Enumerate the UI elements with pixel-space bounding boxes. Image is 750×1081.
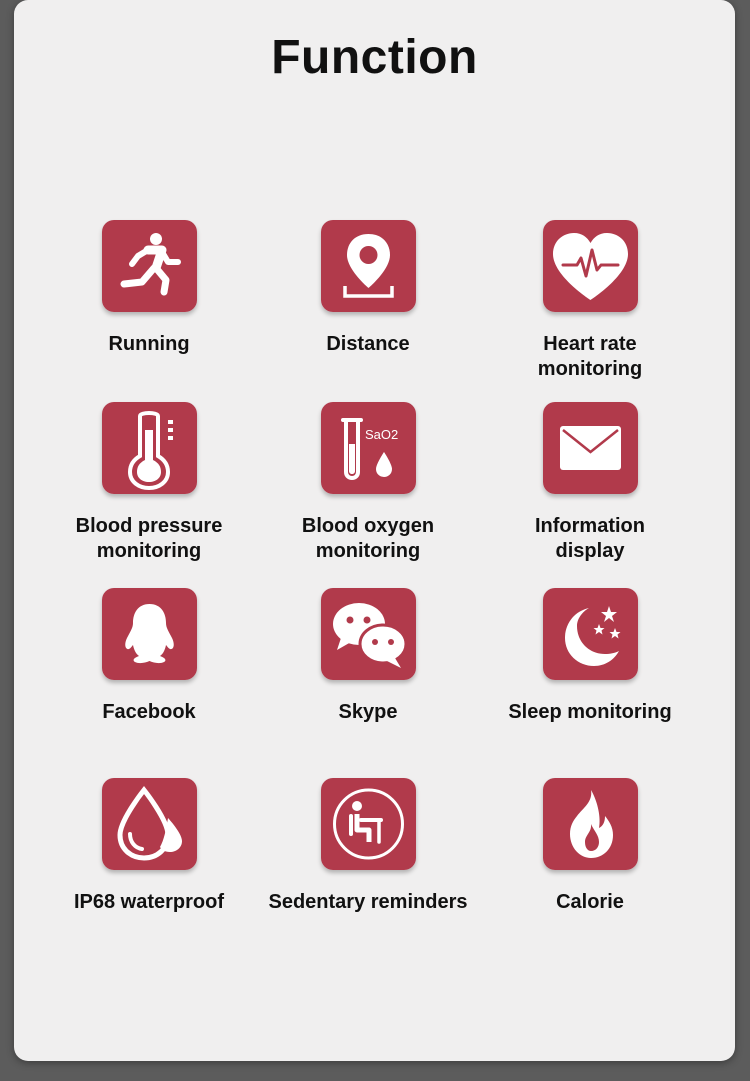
- heart-rate-tile: [543, 220, 638, 312]
- feature-label: Information display: [535, 515, 645, 562]
- test-tube-icon: [321, 402, 416, 494]
- flame-icon: [543, 778, 638, 870]
- feature-label: Calorie: [556, 891, 624, 913]
- running-icon: [102, 220, 197, 312]
- envelope-icon: [543, 402, 638, 494]
- chat-bubbles-icon: [321, 588, 416, 680]
- thermometer-icon: [102, 402, 197, 494]
- feature-label: Running: [108, 333, 190, 355]
- feature-label: Sleep monitoring: [508, 701, 672, 723]
- feature-waterproof: [39, 778, 259, 915]
- calorie-tile: [543, 778, 638, 870]
- sao2-text: SaO2: [364, 427, 398, 442]
- moon-stars-icon: [543, 588, 638, 680]
- blood-oxygen-tile: [321, 402, 416, 494]
- blood-pressure-tile: [102, 402, 197, 494]
- location-pin-icon: [321, 220, 416, 312]
- sedentary-reminders-tile: [321, 778, 416, 870]
- waterproof-tile: [102, 778, 197, 870]
- running-tile: [102, 220, 197, 312]
- feature-label: Blood oxygen monitoring: [301, 515, 435, 562]
- facebook-tile: [102, 588, 197, 680]
- information-display-tile: [543, 402, 638, 494]
- feature-label: Blood pressure monitoring: [75, 515, 223, 562]
- feature-label: Heart rate monitoring: [537, 333, 643, 380]
- feature-blood-pressure: [39, 402, 259, 564]
- feature-calorie: [480, 778, 700, 915]
- feature-label: IP68 waterproof: [73, 891, 225, 913]
- feature-label: Distance: [326, 333, 410, 355]
- feature-label: Skype: [338, 701, 398, 723]
- sitting-person-icon: [321, 778, 416, 870]
- feature-label: Sedentary reminders: [268, 891, 468, 913]
- page-title: Function: [271, 31, 478, 84]
- sleep-monitoring-tile: [543, 588, 638, 680]
- feature-blood-oxygen: [258, 402, 478, 564]
- water-drop-icon: [102, 778, 197, 870]
- feature-sleep-monitoring: [480, 588, 700, 725]
- penguin-icon: [102, 588, 197, 680]
- feature-facebook: [39, 588, 259, 725]
- feature-label: Facebook: [102, 701, 196, 723]
- heart-rate-icon: [543, 220, 638, 312]
- feature-distance: [258, 220, 478, 357]
- function-card: [14, 0, 735, 1061]
- skype-tile: [321, 588, 416, 680]
- feature-running: [39, 220, 259, 357]
- feature-heart-rate: [480, 220, 700, 382]
- feature-sedentary-reminders: [258, 778, 478, 915]
- feature-skype: [258, 588, 478, 725]
- distance-tile: [321, 220, 416, 312]
- feature-information-display: [480, 402, 700, 564]
